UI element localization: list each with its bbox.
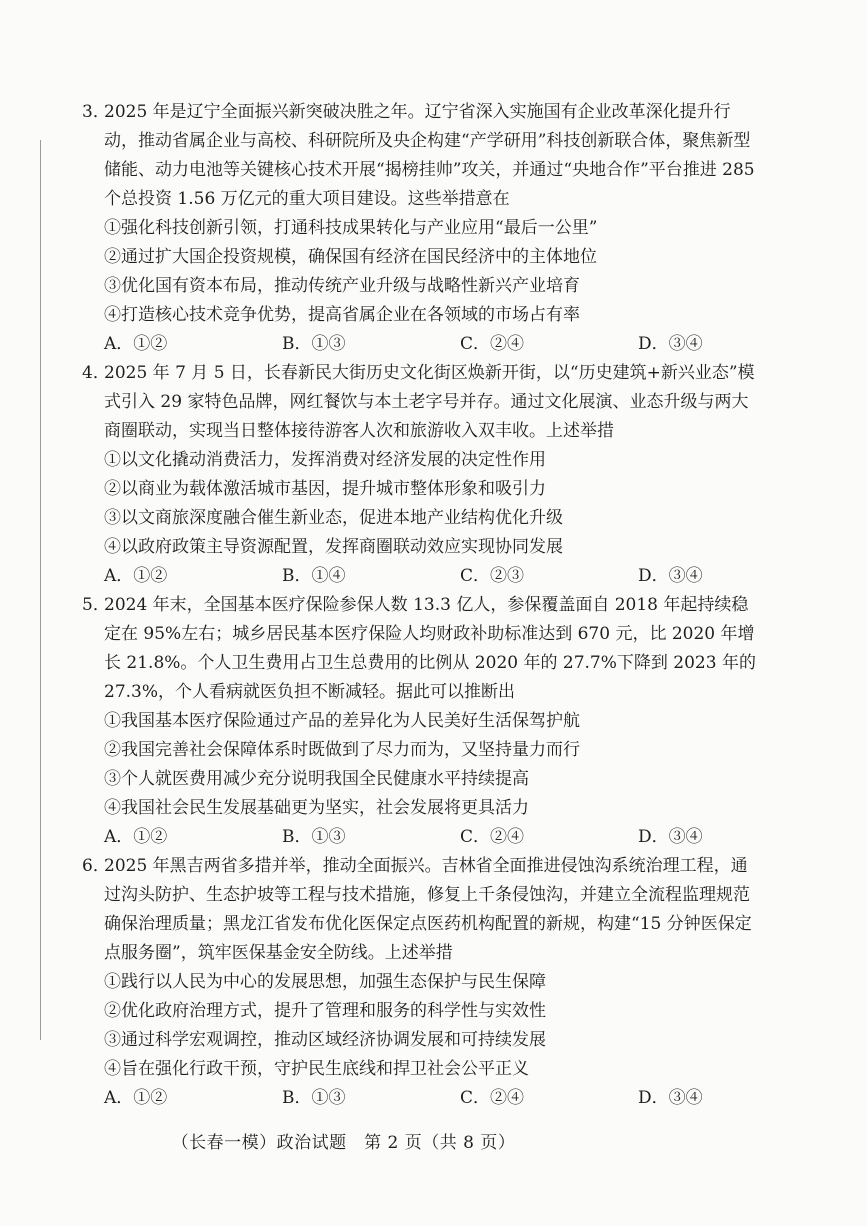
question-number: 3． bbox=[82, 102, 110, 122]
statement-3: ③个人就医费用减少充分说明我国全民健康水平持续提高 bbox=[104, 769, 529, 789]
statement-3: ③优化国有资本布局，推动传统产业升级与战略性新兴产业培育 bbox=[104, 276, 580, 296]
statement-1: ①我国基本医疗保险通过产品的差异化为人民美好生活保驾护航 bbox=[104, 711, 580, 731]
statement-1: ①践行以人民为中心的发展思想，加强生态保护与民生保障 bbox=[104, 972, 546, 992]
answer-b: B．①④ bbox=[282, 566, 346, 586]
answer-choices bbox=[104, 823, 764, 852]
answer-c: C．②③ bbox=[460, 566, 525, 586]
statement-4: ④打造核心技术竞争优势，提高省属企业在各领域的市场占有率 bbox=[104, 305, 580, 325]
question-number: 5． bbox=[82, 595, 110, 615]
binding-margin-line bbox=[40, 140, 41, 1040]
answer-a: A．①② bbox=[104, 1088, 168, 1108]
answer-d: D．③④ bbox=[638, 827, 703, 847]
question-stem: 6． 2025 年黑吉两省多措并举，推动全面振兴。吉林省全面推进侵蚀沟系统治理工程，通过沟头防护、生态护坡等工程与技术措施，修复上千条侵蚀沟，并建立全流程监理规范确保治理质量；黑龙江省发布优化医保定点医药机构配置的新规，构建“15 分钟医保定点服务圈”，筑牢医保基金安全防线。上述举措 bbox=[104, 852, 764, 968]
answer-a: A．①② bbox=[104, 827, 168, 847]
question-stem: 3． 2025 年是辽宁全面振兴新突破决胜之年。辽宁省深入实施国有企业改革深化提升行动，推动省属企业与高校、科研院所及央企构建“产学研用”科技创新联合体，聚焦新型储能、动力电池等关键核心技术开展“揭榜挂帅”攻关，并通过“央地合作”平台推进 285 个总投资 1.56 万亿元的重大项目建设。这些举措意在 bbox=[104, 98, 764, 214]
answer-a: A．①② bbox=[104, 334, 168, 354]
answer-choices bbox=[104, 562, 764, 591]
statement-2: ②我国完善社会保障体系时既做到了尽力而为，又坚持量力而行 bbox=[104, 740, 580, 760]
statement-2: ②以商业为载体激活城市基因，提升城市整体形象和吸引力 bbox=[104, 479, 546, 499]
question-number: 6． bbox=[82, 856, 110, 876]
statement-3: ③通过科学宏观调控，推动区域经济协调发展和可持续发展 bbox=[104, 1030, 546, 1050]
statement-2: ②优化政府治理方式，提升了管理和服务的科学性与实效性 bbox=[104, 1001, 546, 1021]
answer-a: A．①② bbox=[104, 566, 168, 586]
question-6 bbox=[82, 852, 764, 1113]
answer-d: D．③④ bbox=[638, 334, 703, 354]
answer-c: C．②④ bbox=[460, 334, 525, 354]
answer-b: B．①③ bbox=[282, 334, 346, 354]
question-number: 4． bbox=[82, 363, 110, 383]
answer-d: D．③④ bbox=[638, 566, 703, 586]
footer-text: （长春一模）政治试题 第 2 页（共 8 页） bbox=[171, 1133, 516, 1153]
statement-1: ①以文化撬动消费活力，发挥消费对经济发展的决定性作用 bbox=[104, 450, 546, 470]
answer-choices bbox=[104, 1084, 764, 1113]
question-stem: 5． 2024 年末，全国基本医疗保险参保人数 13.3 亿人，参保覆盖面自 2018 年起持续稳定在 95%左右；城乡居民基本医疗保险人均财政补助标准达到 670 元，比 2020 年增长 21.8%。个人卫生费用占卫生总费用的比例从 2020 年的 27.7%下降到 2023 年的 27.3%，个人看病就医负担不断减轻。据此可以推断出 bbox=[104, 591, 764, 707]
statement-4: ④旨在强化行政干预，守护民生底线和捍卫社会公平正义 bbox=[104, 1059, 529, 1079]
answer-d: D．③④ bbox=[638, 1088, 703, 1108]
statement-4: ④以政府政策主导资源配置，发挥商圈联动效应实现协同发展 bbox=[104, 537, 563, 557]
statement-4: ④我国社会民生发展基础更为坚实，社会发展将更具活力 bbox=[104, 798, 529, 818]
exam-page bbox=[82, 98, 764, 1113]
statement-2: ②通过扩大国企投资规模，确保国有经济在国民经济中的主体地位 bbox=[104, 247, 597, 267]
answer-c: C．②④ bbox=[460, 827, 525, 847]
answer-b: B．①③ bbox=[282, 827, 346, 847]
answer-c: C．②④ bbox=[460, 1088, 525, 1108]
statement-1: ①强化科技创新引领，打通科技成果转化与产业应用“最后一公里” bbox=[104, 218, 598, 238]
answer-choices bbox=[104, 330, 764, 359]
question-3 bbox=[82, 98, 764, 359]
statement-3: ③以文商旅深度融合催生新业态，促进本地产业结构优化升级 bbox=[104, 508, 563, 528]
answer-b: B．①③ bbox=[282, 1088, 346, 1108]
question-5 bbox=[82, 591, 764, 852]
question-stem: 4． 2025 年 7 月 5 日，长春新民大街历史文化街区焕新开街，以“历史建筑+新兴业态”模式引入 29 家特色品牌，网红餐饮与本土老字号并存。通过文化展演、业态升级与两大商圈联动，实现当日整体接待游客人次和旅游收入双丰收。上述举措 bbox=[104, 359, 764, 446]
page-footer bbox=[0, 1128, 867, 1153]
question-4 bbox=[82, 359, 764, 591]
